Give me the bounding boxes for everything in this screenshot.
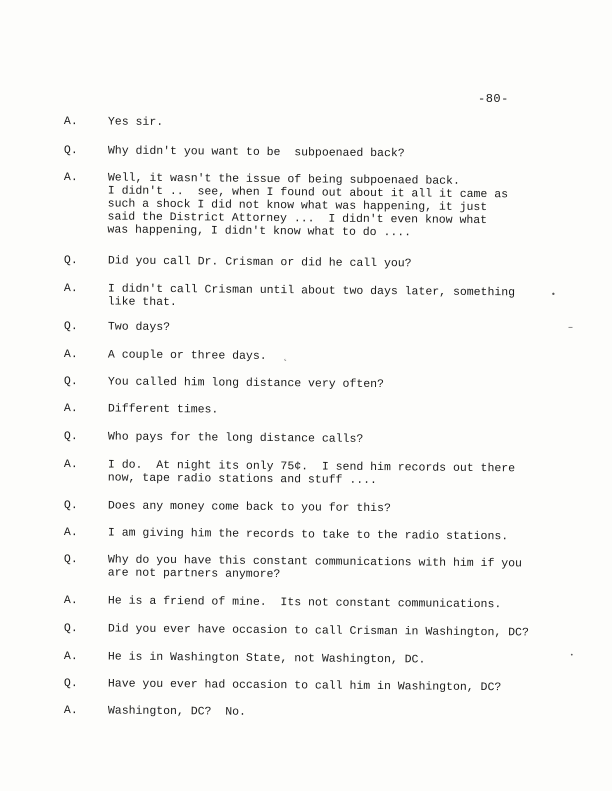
entry-text: A couple or three days.	[107, 348, 267, 363]
entry-text: Did you call Dr. Crisman or did he call you?	[107, 254, 412, 271]
speaker-label: Q.	[63, 677, 78, 691]
qa-entry	[0, 621, 612, 640]
speaker-label: A.	[63, 704, 78, 718]
scan-tick: ˛	[283, 352, 288, 362]
qa-entry	[0, 593, 612, 612]
qa-entry	[0, 374, 612, 392]
speaker-label: Q.	[63, 320, 78, 334]
qa-entry	[0, 552, 612, 582]
qa-entry	[0, 457, 612, 488]
speaker-label: Q.	[63, 553, 78, 567]
qa-entry	[0, 676, 612, 695]
entry-text: Why do you have this constant communications with him if you are not partners anymore?	[107, 553, 523, 582]
speaker-label: Q.	[63, 499, 78, 513]
entry-text: I do. At night its only 75¢. I send him records out there now, tape radio stations and stuff ....	[107, 458, 516, 488]
qa-entry	[0, 253, 612, 271]
speaker-label: A.	[63, 171, 78, 185]
qa-entry	[0, 114, 612, 129]
entry-text: Different times.	[107, 402, 219, 417]
qa-entry	[0, 401, 612, 417]
scan-dash: –	[568, 322, 573, 333]
qa-entry	[0, 525, 612, 544]
speaker-label: A.	[63, 282, 78, 296]
qa-entry	[0, 498, 612, 516]
entry-text: He is a friend of mine. Its not constant communications.	[107, 594, 502, 612]
speaker-label: A.	[63, 402, 78, 416]
speaker-label: Q.	[63, 254, 78, 268]
qa-entry	[0, 649, 612, 667]
speaker-label: Q.	[63, 622, 78, 636]
entry-text: You called him long distance very often?	[107, 375, 385, 392]
entry-text: Does any money come back to you for this?	[107, 499, 391, 516]
entry-text: Yes sir.	[107, 115, 164, 129]
qa-entry	[0, 143, 612, 161]
entry-text: He is in Washington State, not Washington, DC.	[107, 650, 426, 667]
qa-entry	[0, 281, 612, 310]
scan-speck: •	[570, 652, 574, 659]
speaker-label: A.	[63, 650, 78, 664]
qa-entry	[0, 703, 612, 719]
speaker-label: Q.	[63, 430, 78, 444]
speaker-label: A.	[63, 115, 78, 129]
entry-text: Well, it wasn't the issue of being subpoenaed back. I didn't .. see, when I found out about it all it came as such a shock I did not know what was happening, it just said the District Attorney ... I didn't even know what was happening, I didn't know what to do ....	[107, 171, 509, 240]
qa-entry	[0, 347, 612, 363]
entry-text: Two days?	[107, 320, 171, 335]
entry-text: Did you ever have occasion to call Crisman in Washington, DC?	[107, 622, 529, 640]
entry-text: Have you ever had occasion to call him in Washington, DC?	[107, 677, 502, 695]
qa-entry	[0, 319, 612, 335]
entry-text: Washington, DC? No.	[107, 704, 247, 719]
speaker-label: A.	[63, 348, 78, 362]
entry-text: Who pays for the long distance calls?	[107, 430, 364, 446]
speaker-label: Q.	[63, 375, 78, 389]
entry-text: Why didn't you want to be subpoenaed back?	[107, 144, 405, 161]
speaker-label: Q.	[63, 144, 78, 158]
qa-entry	[0, 429, 612, 446]
speaker-label: A.	[63, 458, 78, 472]
entry-text: I am giving him the records to take to the radio stations.	[107, 526, 509, 544]
scan-speck: •	[551, 290, 556, 299]
speaker-label: A.	[63, 526, 78, 540]
page-number: -80-	[478, 92, 509, 106]
entry-text: I didn't call Crisman until about two days later, something like that.	[107, 282, 516, 310]
qa-entry	[0, 170, 612, 240]
speaker-label: A.	[63, 594, 78, 608]
